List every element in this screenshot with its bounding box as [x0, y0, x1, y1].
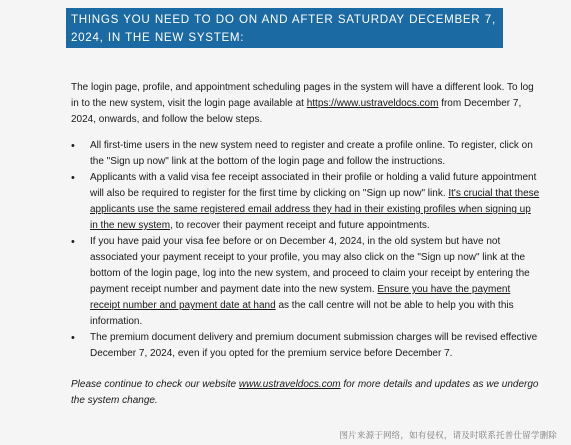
bullet-text: The premium document delivery and premium document submission charges will be revised effective December 7, 2024, even if you opted for the premium service before December 7.	[90, 332, 538, 359]
ustraveldocs-login-link[interactable]: https://www.ustraveldocs.com	[306, 98, 439, 109]
list-item	[71, 234, 541, 330]
bullet-text-after: , to recover their payment receipt and future appointments.	[170, 220, 430, 231]
intro-text-before-link: The login page, profile, and appointment scheduling pages in the system will have a different look. To log in to the new system, visit the login page available at	[71, 82, 534, 109]
bullet-underlined-text: It's crucial that these applicants use the same registered email address they had in their existing profiles when signing up in the new system	[90, 188, 540, 231]
section-banner-title: THINGS YOU NEED TO DO ON AND AFTER SATURDAY DECEMBER 7, 2024, IN THE NEW SYSTEM:	[66, 8, 503, 48]
list-item	[71, 170, 541, 234]
list-item	[71, 138, 541, 170]
source-watermark: 图片来源于网络，如有侵权，请及时联系托普仕留学删除	[339, 430, 557, 440]
closing-text-after-link: for more details and updates as we undergo the system change.	[71, 379, 539, 406]
bullet-text-before: If you have paid your visa fee before or on December 4, 2024, in the old system but have not associated your payment receipt to your profile, you may also click on the "Sign up now" link at the bottom of the login page, log into the new system, and proceed to claim your receipt by entering the payment receipt number and payment date into the new system.	[90, 236, 530, 295]
ustraveldocs-website-link[interactable]: www.ustraveldocs.com	[238, 379, 341, 390]
bullet-underlined-text: Ensure you have the payment receipt number and payment date at hand	[90, 284, 511, 311]
bullet-text-before: Applicants with a valid visa fee receipt associated in their profile or holding a valid future appointment will also be required to register for the first time by clicking on "Sign up now" link.	[90, 172, 537, 199]
list-item	[71, 330, 541, 362]
closing-paragraph	[71, 377, 541, 409]
bullet-text-after: as the call centre will not be able to help you with this information.	[90, 300, 514, 327]
intro-paragraph	[71, 80, 541, 128]
intro-text-after-link: from December 7, 2024, onwards, and follow the below steps.	[71, 98, 522, 125]
bullet-text: All first-time users in the new system need to register and create a profile online. To register, click on the "Sign up now" link at the bottom of the login page and follow the instructions.	[90, 140, 533, 167]
steps-list	[71, 138, 541, 362]
closing-text-before-link: Please continue to check our website	[71, 379, 239, 390]
